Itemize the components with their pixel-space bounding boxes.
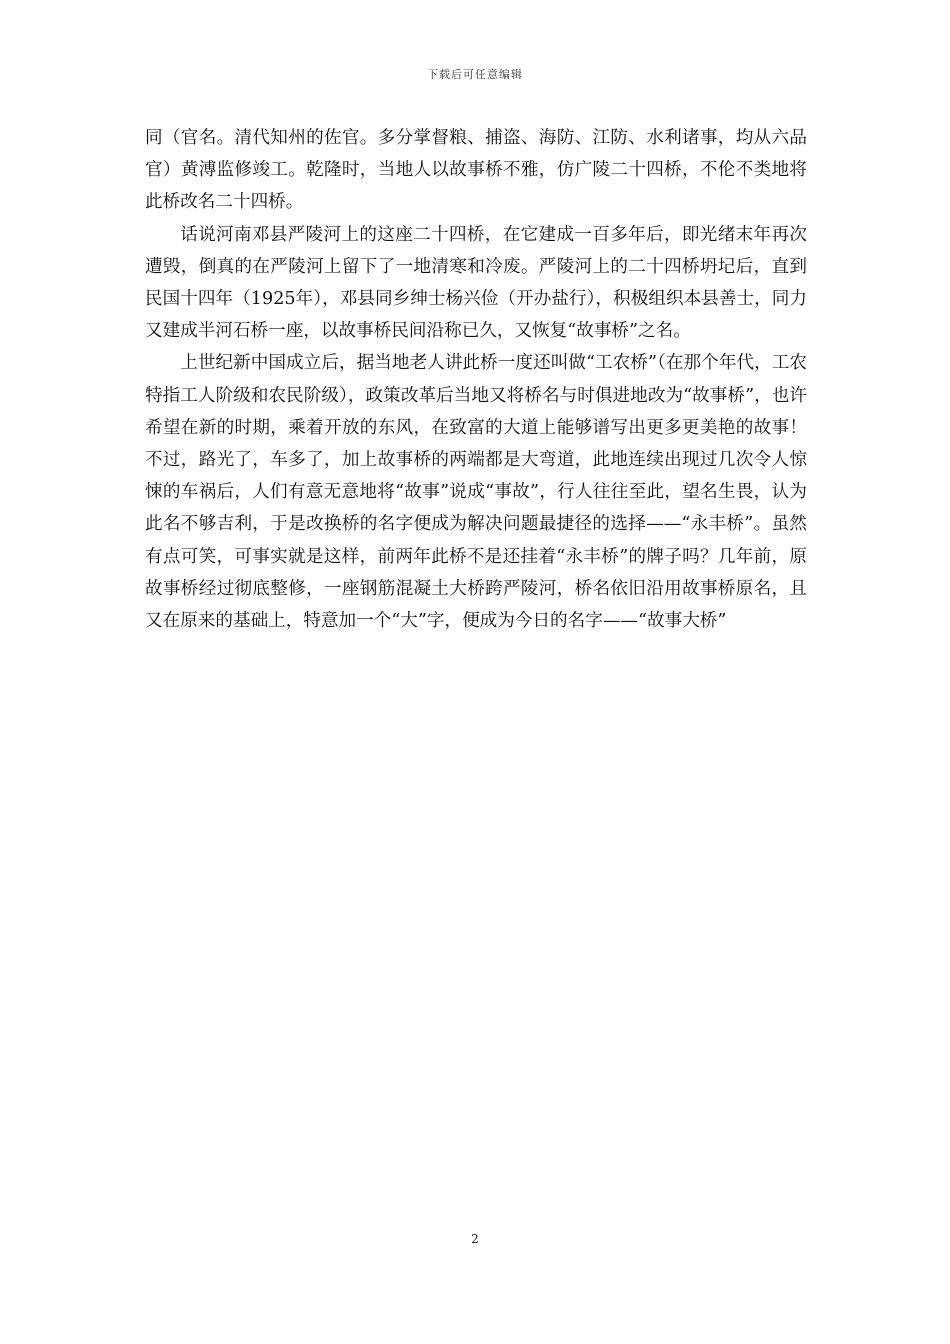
paragraph-2: 话说河南邓县严陵河上的这座二十四桥，在它建成一百多年后，即光绪末年再次遭毁，倒真的在严陵河上留下了一地清寒和冷废。严陵河上的二十四桥坍圮后，直到民国十四年（1925年），邓县同乡绅士杨兴俭（开办盐行），积极组织本县善士，同力又建成半河石桥一座，以故事桥民间沿称已久，又恢复“故事桥”之名。 xyxy=(145,224,807,342)
paragraph-1: 同（官名。清代知州的佐官。多分掌督粮、捕盗、海防、江防、水利诸事，均从六品官）黄溥监修竣工。乾隆时，当地人以故事桥不雅，仿广陵二十四桥，不伦不类地将此桥改名二十四桥。 xyxy=(145,128,807,213)
page-header: 下载后可任意编辑 xyxy=(427,68,523,81)
paragraph-3: 上世纪新中国成立后，据当地老人讲此桥一度还叫做“工农桥”（在那个年代，工农特指工人阶级和农民阶级），政策改革后当地又将桥名与时俱进地改为“故事桥”，也许希望在新的时期，乘着开放的东风，在致富的大道上能够谱写出更多更美艳的故事！不过，路光了，车多了，加上故事桥的两端都是大弯道，此地连续出现过几次令人惊悚的车祸后，人们有意无意地将“故事”说成“事故”，行人往往至此，望名生畏，认为此名不够吉利，于是改换桥的名字便成为解决问题最捷径的选择——“永丰桥”。虽然有点可笑，可事实就是这样，前两年此桥不是还挂着“永丰桥”的牌子吗？几年前，原故事桥经过彻底整修，一座钢筋混凝土大桥跨严陵河，桥名依旧沿用故事桥原名，且又在原来的基础上，特意加一个“大”字，便成为今日的名字——“故事大桥” xyxy=(145,353,807,632)
document-body xyxy=(145,122,807,637)
page-number: 2 xyxy=(471,1232,479,1246)
